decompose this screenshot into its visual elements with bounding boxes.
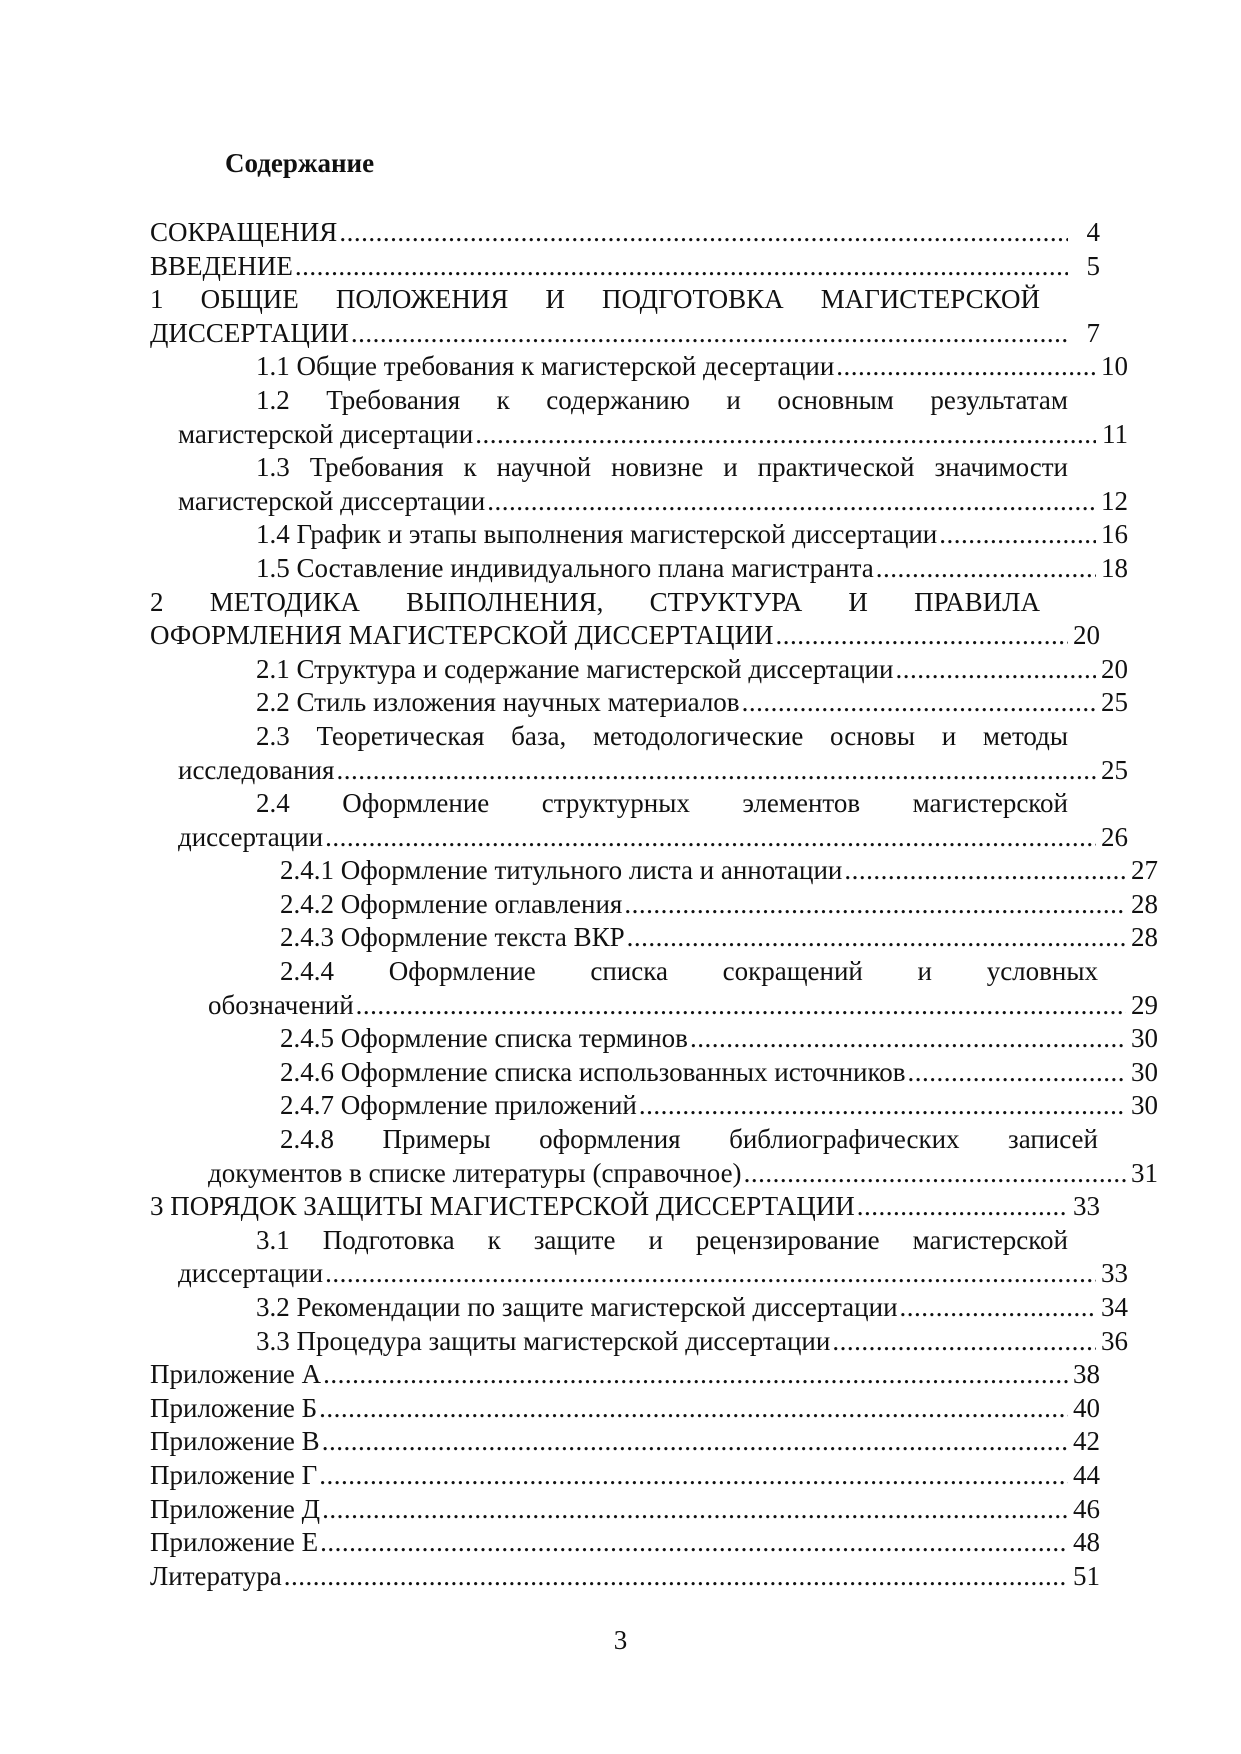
toc-entry[interactable] [150, 552, 1128, 586]
toc-entry-title: исследования [178, 754, 335, 785]
toc-entry-title: Приложение Б [150, 1392, 318, 1423]
toc-entry-line: 3.1 Подготовка к защите и рецензирование магистерской [256, 1224, 1068, 1255]
toc-entry[interactable] [150, 1089, 1158, 1123]
toc-entry-page: 20 [1101, 653, 1128, 684]
toc-entry-title: Литература [150, 1560, 282, 1591]
toc-entry[interactable] [150, 586, 1100, 653]
page-number: 3 [613, 1625, 628, 1655]
page-title: Содержание [225, 148, 375, 178]
dot-leader [319, 1392, 1068, 1426]
toc-entry-leader-line [150, 1493, 1100, 1527]
dot-leader [844, 854, 1126, 888]
toc-entry-page: 12 [1101, 485, 1128, 516]
toc-entry-leader-line [208, 921, 1158, 955]
toc-entry-leader-line [178, 1325, 1128, 1359]
dot-leader [939, 518, 1096, 552]
toc-entry-page: 38 [1073, 1359, 1100, 1390]
toc-entry-title: 2.4.6 Оформление списка использованных источников [280, 1056, 906, 1087]
toc-entry[interactable] [150, 1022, 1158, 1056]
toc-entry-line: 2.4 Оформление структурных элементов магистерской [256, 788, 1068, 819]
toc-entry-page: 30 [1131, 1023, 1158, 1054]
dot-leader [857, 1190, 1068, 1224]
toc-entry-page: 7 [1086, 317, 1100, 348]
toc-entry-title: Приложение Е [150, 1527, 319, 1558]
dot-leader [351, 317, 1068, 351]
toc-entry[interactable] [150, 854, 1158, 888]
toc-entry[interactable] [150, 686, 1128, 720]
toc-entry-page: 42 [1073, 1426, 1100, 1457]
toc-entry-leader-line [178, 686, 1128, 720]
toc-entry-title: 1.5 Составление индивидуального плана магистранта [256, 552, 874, 583]
dot-leader [295, 250, 1068, 284]
toc-entry-leader-line [178, 418, 1128, 452]
toc-entry-line: 1 ОБЩИЕ ПОЛОЖЕНИЯ И ПОДГОТОВКА МАГИСТЕРСКОЙ [150, 284, 1040, 315]
toc-entry-page: 34 [1101, 1292, 1128, 1322]
toc-entry-leader-line [150, 619, 1100, 653]
toc-entry-line: 2.3 Теоретическая база, методологические основы и методы [256, 720, 1068, 751]
dot-leader [339, 216, 1068, 250]
toc-entry-title: 1.1 Общие требования к магистерской десертации [256, 351, 835, 382]
table-of-contents [150, 216, 1158, 1593]
dot-leader [907, 1056, 1126, 1090]
toc-entry[interactable] [150, 1425, 1100, 1459]
toc-entry-title: Приложение В [150, 1426, 320, 1457]
toc-entry-leader-line [178, 754, 1128, 788]
dot-leader [336, 754, 1096, 788]
toc-entry[interactable] [150, 1123, 1158, 1190]
toc-entry-page: 27 [1131, 855, 1158, 886]
toc-entry-page: 26 [1101, 821, 1128, 852]
toc-entry-title: 2.2 Стиль изложения научных материалов [256, 687, 740, 718]
toc-entry[interactable] [150, 787, 1128, 854]
toc-entry[interactable] [150, 1526, 1100, 1560]
toc-entry-title: 1.4 График и этапы выполнения магистерской диссертации [256, 519, 938, 550]
toc-entry[interactable] [150, 451, 1128, 518]
dot-leader [895, 653, 1096, 687]
toc-entry-page: 28 [1131, 888, 1158, 919]
dot-leader [325, 821, 1096, 855]
toc-entry-title: 2.4.1 Оформление титульного листа и аннотации [280, 855, 843, 886]
toc-entry[interactable] [150, 1056, 1158, 1090]
toc-entry-page: 46 [1073, 1493, 1100, 1524]
toc-entry-leader-line [150, 317, 1100, 351]
toc-entry-page: 51 [1073, 1560, 1100, 1591]
toc-entry-line: 2.4.4 Оформление списка сокращений и условных [280, 956, 1098, 987]
toc-entry-leader-line [150, 250, 1100, 284]
toc-entry[interactable] [150, 888, 1158, 922]
toc-entry-leader-line [178, 518, 1128, 552]
toc-entry-leader-line [150, 1526, 1100, 1560]
toc-entry-line: 2.4.8 Примеры оформления библиографических записей [280, 1124, 1098, 1155]
toc-entry-leader-line [150, 1392, 1100, 1426]
toc-entry-title: 2.4.2 Оформление оглавления [280, 888, 623, 919]
dot-leader [836, 350, 1096, 384]
dot-leader [742, 686, 1096, 720]
toc-entry-title: 2.4.5 Оформление списка терминов [280, 1023, 688, 1054]
toc-entry-title: Приложение Д [150, 1493, 321, 1524]
toc-entry-page: 25 [1101, 754, 1128, 785]
toc-entry-page: 48 [1073, 1527, 1100, 1558]
toc-entry[interactable] [150, 1392, 1100, 1426]
toc-entry[interactable] [150, 283, 1100, 350]
toc-entry-title: магистерской дисертации [178, 418, 474, 449]
toc-entry[interactable] [150, 1493, 1100, 1527]
toc-entry-title: Приложение Г [150, 1459, 318, 1490]
toc-entry-page: 16 [1101, 519, 1128, 550]
toc-entry-page: 28 [1131, 922, 1158, 953]
dot-leader [325, 1257, 1096, 1291]
dot-leader [624, 888, 1126, 922]
toc-entry-leader-line [150, 1459, 1100, 1493]
toc-entry-title: 3.2 Рекомендации по защите магистерской диссертации [256, 1292, 898, 1322]
dot-leader [319, 1459, 1068, 1493]
dot-leader [876, 552, 1096, 586]
dot-leader [323, 1358, 1068, 1392]
toc-entry-leader-line [208, 854, 1158, 888]
dot-leader [627, 921, 1126, 955]
toc-entry-leader-line [150, 1358, 1100, 1392]
toc-entry-title: обозначений [208, 989, 354, 1020]
dot-leader [284, 1560, 1068, 1594]
toc-entry-leader-line [208, 1022, 1158, 1056]
toc-entry-line: 2 МЕТОДИКА ВЫПОЛНЕНИЯ, СТРУКТУРА И ПРАВИЛА [150, 586, 1040, 617]
toc-entry-leader-line [208, 1089, 1158, 1123]
toc-entry[interactable] [150, 250, 1100, 284]
toc-entry-page: 30 [1131, 1090, 1158, 1121]
toc-entry-title: документов в списке литературы (справочное) [208, 1157, 742, 1188]
toc-entry-leader-line [208, 989, 1158, 1023]
toc-entry-line: 1.3 Требования к научной новизне и практической значимости [256, 452, 1068, 483]
toc-entry-leader-line [150, 1425, 1100, 1459]
toc-entry-page: 33 [1073, 1191, 1100, 1222]
dot-leader [322, 1425, 1068, 1459]
toc-entry-page: 20 [1073, 620, 1100, 651]
toc-entry-leader-line [178, 653, 1128, 687]
toc-entry-page: 10 [1101, 351, 1128, 382]
toc-entry-title: 2.4.7 Оформление приложений [280, 1090, 637, 1121]
toc-entry[interactable] [150, 350, 1128, 384]
toc-entry-leader-line [178, 1257, 1128, 1291]
toc-entry-leader-line [178, 350, 1128, 384]
dot-leader [639, 1089, 1126, 1123]
toc-entry-title: диссертации [178, 1258, 324, 1289]
toc-entry-line: 1.2 Требования к содержанию и основным результатам [256, 384, 1068, 415]
toc-entry-title: ОФОРМЛЕНИЯ МАГИСТЕРСКОЙ ДИССЕРТАЦИИ [150, 620, 774, 651]
toc-entry-leader-line [150, 1560, 1100, 1594]
toc-entry-title: магистерской диссертации [178, 485, 486, 516]
toc-entry[interactable] [150, 1560, 1100, 1594]
toc-entry[interactable] [150, 518, 1128, 552]
dot-leader [744, 1157, 1126, 1191]
toc-entry-title: 2.1 Структура и содержание магистерской диссертации [256, 653, 894, 684]
dot-leader [832, 1325, 1096, 1359]
toc-entry-page: 31 [1131, 1157, 1158, 1188]
toc-entry-title: 3 ПОРЯДОК ЗАЩИТЫ МАГИСТЕРСКОЙ ДИССЕРТАЦИИ [150, 1191, 855, 1222]
dot-leader [322, 1493, 1068, 1527]
toc-entry[interactable] [150, 653, 1128, 687]
toc-entry-leader-line [178, 485, 1128, 519]
toc-entry[interactable] [150, 1358, 1100, 1392]
toc-entry[interactable] [150, 1190, 1100, 1224]
toc-entry[interactable] [150, 1459, 1100, 1493]
toc-entry-page: 29 [1131, 989, 1158, 1020]
toc-entry-title: ДИССЕРТАЦИИ [150, 317, 349, 348]
toc-entry[interactable] [150, 955, 1158, 1022]
toc-entry-leader-line [150, 216, 1100, 250]
toc-entry-leader-line [178, 821, 1128, 855]
toc-entry-page: 18 [1101, 552, 1128, 583]
toc-entry-leader-line [208, 1157, 1158, 1191]
toc-entry-title: ВВЕДЕНИЕ [150, 250, 293, 281]
toc-entry-page: 5 [1086, 250, 1100, 281]
toc-entry-title: 2.4.3 Оформление текста ВКР [280, 922, 625, 953]
toc-entry[interactable] [150, 921, 1158, 955]
toc-entry-leader-line [208, 1056, 1158, 1090]
toc-entry-page: 36 [1101, 1325, 1128, 1356]
toc-entry[interactable] [150, 1224, 1128, 1291]
toc-entry-page: 40 [1073, 1392, 1100, 1423]
dot-leader [320, 1526, 1068, 1560]
toc-entry-page: 30 [1131, 1056, 1158, 1087]
toc-entry-page: 25 [1101, 687, 1128, 718]
dot-leader [356, 989, 1126, 1023]
toc-entry-leader-line [208, 888, 1158, 922]
toc-entry-page: 44 [1073, 1459, 1100, 1490]
toc-entry[interactable] [150, 384, 1128, 451]
toc-entry-page: 4 [1086, 217, 1100, 247]
toc-entry[interactable] [150, 1325, 1128, 1359]
toc-entry[interactable] [150, 720, 1128, 787]
toc-entry[interactable] [150, 216, 1100, 250]
dot-leader [475, 418, 1096, 452]
dot-leader [690, 1022, 1126, 1056]
toc-entry-leader-line [178, 552, 1128, 586]
dot-leader [900, 1291, 1096, 1325]
toc-entry-title: Приложение А [150, 1359, 322, 1390]
dot-leader [487, 485, 1096, 519]
toc-entry-title: диссертации [178, 821, 324, 852]
toc-entry-leader-line [178, 1291, 1128, 1325]
toc-entry-page: 11 [1102, 418, 1128, 449]
toc-entry-title: 3.3 Процедура защиты магистерской диссертации [256, 1325, 831, 1356]
toc-entry-title: СОКРАЩЕНИЯ [150, 217, 338, 247]
toc-entry-page: 33 [1101, 1258, 1128, 1289]
toc-entry-leader-line [150, 1190, 1100, 1224]
toc-entry[interactable] [150, 1291, 1128, 1325]
dot-leader [776, 619, 1068, 653]
